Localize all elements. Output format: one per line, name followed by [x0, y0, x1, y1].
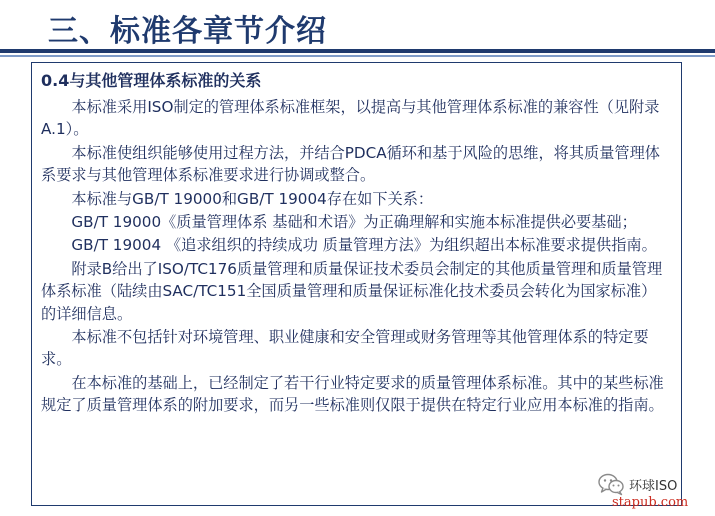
paragraph-framework: 本标准采用ISO制定的管理体系标准框架，以提高与其他管理体系标准的兼容性（见附录A.1）。	[41, 98, 660, 139]
title-underline-accent	[0, 55, 715, 57]
paragraph-sector-standards: 在本标准的基础上，已经制定了若干行业特定要求的质量管理体系标准。其中的某些标准规定了质量管理体系的附加要求，而另一些标准则仅限于提供在特定行业应用本标准的指南。	[41, 373, 664, 415]
wechat-account-label: 环球ISO	[629, 478, 678, 494]
paragraph-gbt-19000: GB/T 19000《质量管理体系 基础和术语》为正确理解和实施本标准提供必要基础；	[71, 213, 637, 232]
paragraph-process-approach: 本标准使组织能够使用过程方法，并结合PDCA循环和基于风险的思维，将其质量管理体系要求与其他管理体系标准要求进行协调或整合。	[41, 143, 660, 185]
section-heading: 0.4与其他管理体系标准的关系	[41, 71, 262, 90]
paragraph-gbt-19004: GB/T 19004 《追求组织的持续成功 质量管理方法》为组织超出本标准要求提供指南。	[71, 236, 657, 255]
title-underline	[0, 49, 715, 53]
wechat-watermark	[597, 472, 677, 496]
slide-title: 三、标准各章节介绍	[48, 14, 327, 49]
wechat-icon	[597, 472, 625, 496]
content-box	[31, 62, 682, 506]
paragraph-annex-b: 附录B给出了ISO/TC176质量管理和质量保证技术委员会制定的其他质量管理和质量管理体系标准（陆续由SAC/TC151全国质量管理和质量保证标准化技术委员会转化为国家标准）的详细信息。	[41, 259, 663, 323]
paragraph-exclusions: 本标准不包括针对环境管理、职业健康和安全管理或财务管理等其他管理体系的特定要求。	[41, 328, 649, 369]
paragraph-relationship-intro: 本标准与GB/T 19000和GB/T 19004存在如下关系：	[71, 189, 434, 208]
site-watermark: stapub.com	[612, 495, 689, 510]
